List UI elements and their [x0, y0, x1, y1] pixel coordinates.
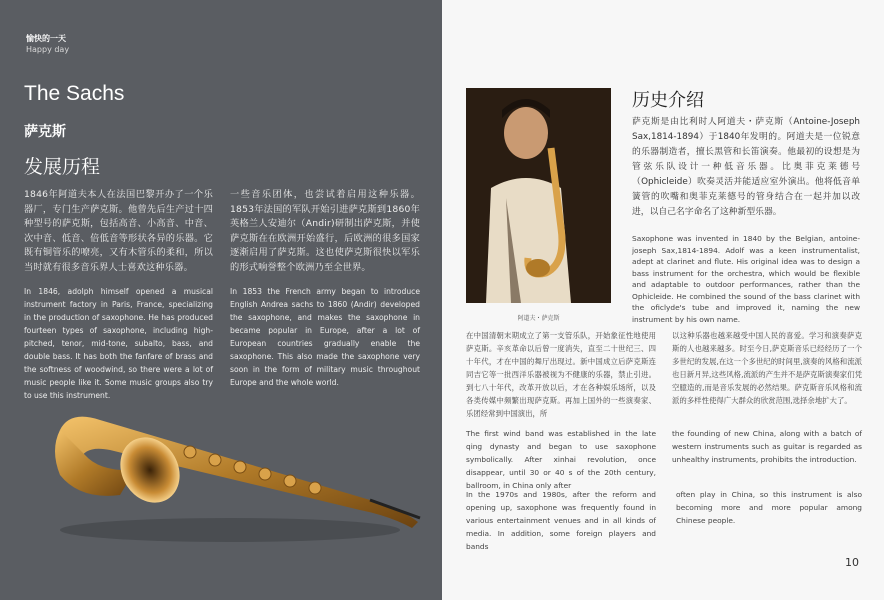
history-mid-col1-cn: 在中国清朝末期成立了第一支管乐队，开始象征性地使用萨克斯。辛亥革命以后曾一度消失，直至二十世纪三、四十年代，才在中国的舞厅出现过。新中国成立后萨克斯连同吉它等一批西洋乐器被视为不健康的乐器，禁止引进。到七八十年代，改革开放以后，才在各种娱乐场所，以及各类传媒中频繁出现萨克斯。再加上国外的一些演奏家、乐团经常到中国演出，所 — [466, 331, 656, 418]
history-bot-col2-en: often play in China, so this instrument is also becoming more and more popular among Chinese people. — [676, 490, 862, 525]
heading-development: 发展历程 — [24, 156, 101, 178]
title-en: The Sachs — [24, 82, 125, 105]
history-mid-col2-en: the founding of new China, along with a batch of western instruments such as guitar is regarded as unhealthy instruments, prohibits the introduction. — [672, 429, 862, 464]
history-intro-cn: 萨克斯是由比利时人阿道夫・萨克斯（Antoine-Joseph Sax,1814-1894）于1840年发明的。阿道夫是一位锐意的乐器制造者，擅长黑管和长笛演奏。他最初的设想是为管弦乐队设计一种低音乐器。比奥菲克莱德号（Ophicleide）吹奏灵活并能适应室外演出。他将低音单簧管的吹嘴和奥菲克莱德号的管身结合在一起并加以改进，以自己名字命名了这种新型乐器。 — [632, 117, 860, 217]
history-bot-col1-en: In the 1970s and 1980s, after the reform and opening up, saxophone was frequently found in various entertainment venues and in all kinds of media. In addition, some foreign players and bands — [466, 490, 656, 551]
photo-caption: 阿道夫・萨克斯 — [517, 315, 560, 322]
development-col2-cn: 一些音乐团体，也尝试着启用这种乐器。1853年法国的军队开始引进萨克斯到1860年英格兰人安迪尔（Andir)研制出萨克斯，并使萨克斯在在欧洲开始盛行，后欧洲的很多国家逐渐启用了萨克斯。这也使萨克斯很快以军乐的形式响誉整个欧洲乃至全世界。 — [230, 189, 420, 273]
heading-history: 历史介绍 — [632, 90, 704, 111]
section-tag-cn: 愉快的一天 — [26, 34, 66, 43]
page-number: 10 — [845, 556, 859, 569]
history-mid-col2-cn: 以这种乐器也越来越受中国人民的喜爱。学习和演奏萨克斯的人也越来越多。时至今日,萨克斯音乐已经经历了一个多世纪的发展,在这一个多世纪的时间里,演奏的风格和流派也日新月异,这些风格,流派的产生并不是萨克斯演奏家们凭空臆造的,而是音乐发展的必然结果。萨克斯音乐风格和流派的多样性使得广大群众的欣赏范围,选择余地扩大了。 — [672, 331, 862, 405]
saxophone-image — [40, 390, 425, 550]
title-cn: 萨克斯 — [24, 124, 66, 140]
history-mid-col1-en: The first wind band was established in the late qing dynasty and began to use saxophone symbolically. After xinhai revolution, once disappear, until 30 or 40 s of the 20th century, ballroom, in China only after — [466, 429, 656, 490]
history-intro-en: Saxophone was invented in 1840 by the Belgian, antoine-joseph Sax,1814-1894. Adolf was a keen instrumentalist, adept at clarinet and flute. His original idea was to design a bass instrument for the orchestra, which would be flexible and adaptable to outdoor performances, rather than the Ophicleide. He combined the sound of the bass clarinet with the oficlyde's tube and improved it, naming the new instrument by his own name. — [632, 234, 860, 324]
saxophonist-portrait — [466, 88, 611, 303]
development-col1-en: In 1846, adolph himself opened a musical instrument factory in Paris, France, specializing in the production of saxophone. He has produced fourteen types of saxophone, including high-pitched, tenor, mid-tone, subalto, bass, and double bass. It has both the fanfare of brass and the softness of woodwind, so there were a lot of music people like it. Some music groups also try to use this instrument. — [24, 287, 213, 400]
section-tag-en: Happy day — [26, 45, 70, 54]
development-col2-en: In 1853 the French army began to introduce English Andrea sachs to 1860 (Andir) developed the saxophone, and makes the saxophone in became popular in Europe, after a lot of European countries gradually enable the saxophone. This also made the saxophone very soon in the form of military music throughout Europe and the whole world. — [230, 287, 420, 387]
adolphe-sax-photo — [466, 88, 611, 303]
development-col1-cn: 1846年阿道夫本人在法国巴黎开办了一个乐器厂，专门生产萨克斯。他曾先后生产过十四种型号的萨克斯，包括高音、小高音、中音、次中音、低音、倍低音等形状各异的乐器。它既有铜管乐的嘹亮，又有木管乐的柔和，所以当时就有很多音乐界人士喜欢这种乐器。 — [24, 189, 213, 273]
